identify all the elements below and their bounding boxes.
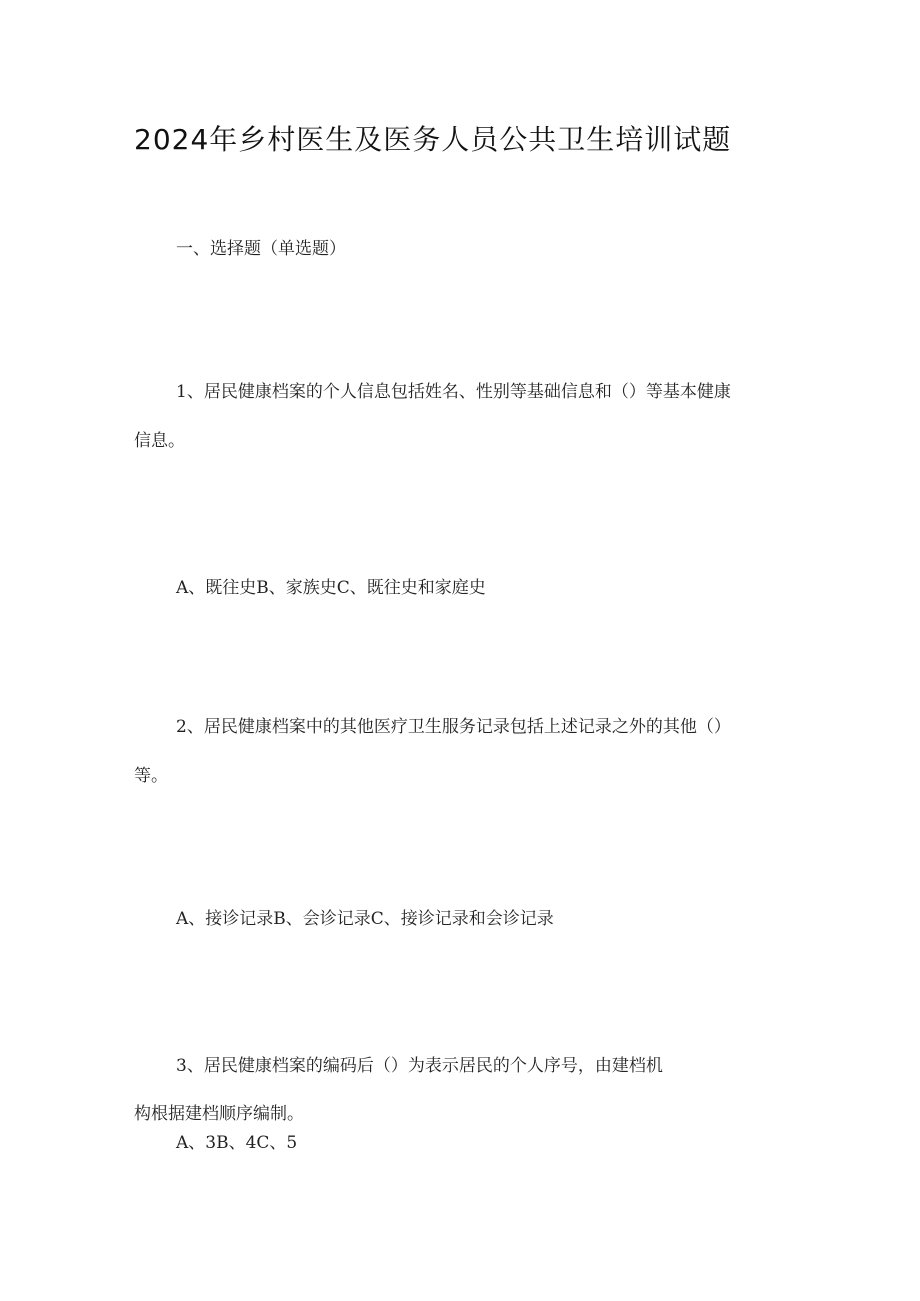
- question-3-text-line-2: 构根据建档顺序编制。: [134, 1104, 304, 1124]
- section-heading: 一、选择题（单选题）: [176, 239, 346, 259]
- question-3-options: A、3B、4C、5: [176, 1133, 298, 1153]
- question-2-text-line-1: 2、居民健康档案中的其他医疗卫生服务记录包括上述记录之外的其他（）: [176, 717, 731, 737]
- question-2-options: A、接诊记录B、会诊记录C、接诊记录和会诊记录: [176, 909, 554, 929]
- question-2-text-line-2: 等。: [134, 766, 168, 786]
- question-1-options: A、既往史B、家族史C、既往史和家庭史: [176, 578, 486, 598]
- question-1-text-line-2: 信息。: [134, 431, 185, 451]
- document-title: 2024年乡村医生及医务人员公共卫生培训试题: [134, 123, 732, 156]
- question-3-text-line-1: 3、居民健康档案的编码后（）为表示居民的个人序号，由建档机: [176, 1056, 663, 1076]
- question-1-text-line-1: 1、居民健康档案的个人信息包括姓名、性别等基础信息和（）等基本健康: [176, 382, 731, 402]
